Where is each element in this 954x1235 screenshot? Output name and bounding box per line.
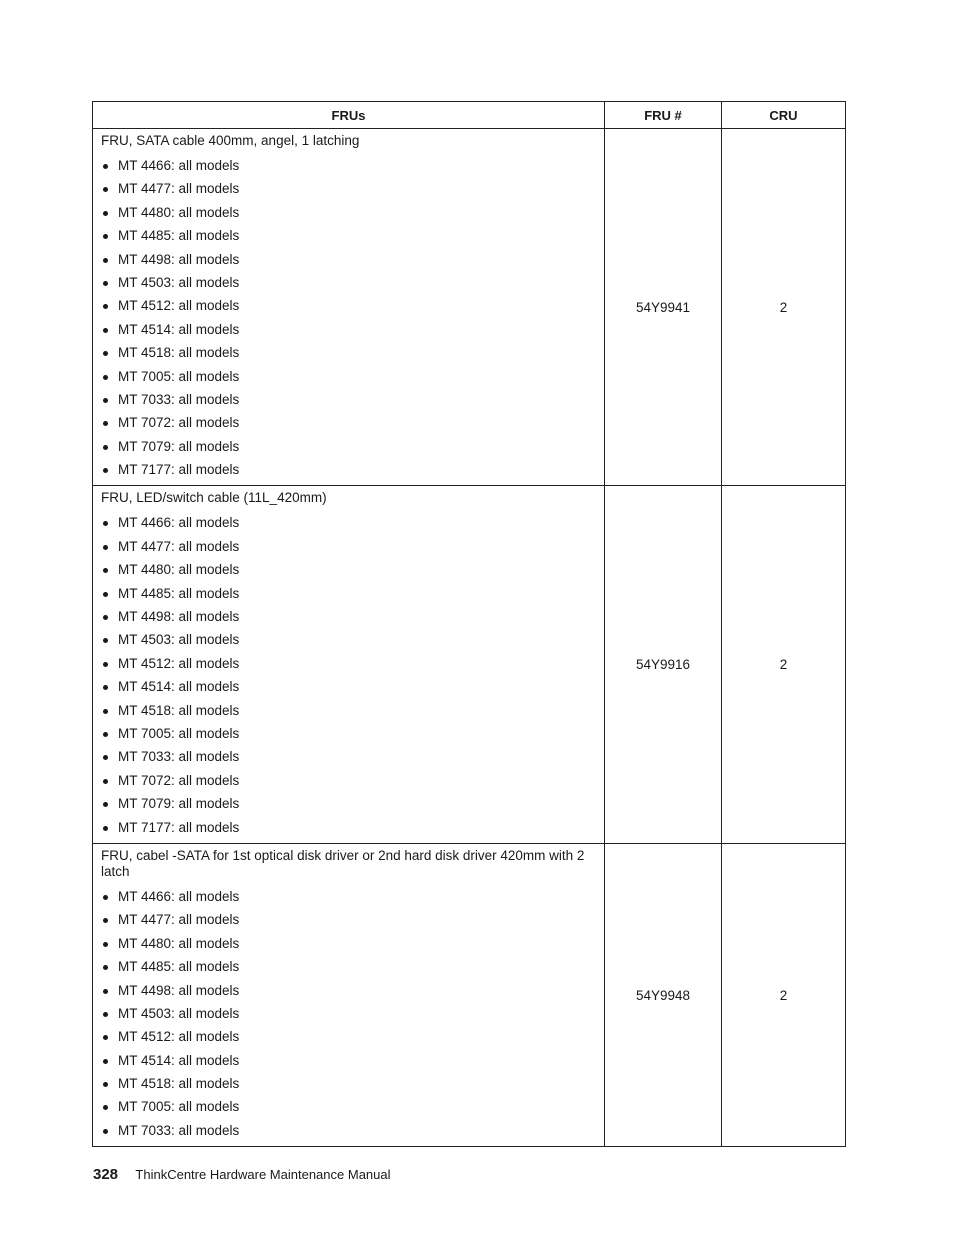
fru-description-cell <box>93 129 605 486</box>
table-header-row <box>93 102 846 129</box>
page-number: 328 <box>93 1166 119 1183</box>
page-footer <box>93 1166 391 1183</box>
list-item: MT 4480: all models <box>101 201 596 224</box>
list-item: MT 4498: all models <box>101 248 596 271</box>
list-item: MT 4485: all models <box>101 955 596 978</box>
list-item: MT 7033: all models <box>101 1119 596 1142</box>
cru-cell: 2 <box>722 843 846 1146</box>
list-item: MT 7177: all models <box>101 458 596 481</box>
list-item: MT 4518: all models <box>101 341 596 364</box>
list-item: MT 7005: all models <box>101 1095 596 1118</box>
fru-number-cell: 54Y9948 <box>605 843 722 1146</box>
fru-description-cell <box>93 486 605 843</box>
list-item: MT 4503: all models <box>101 271 596 294</box>
list-item: MT 4514: all models <box>101 318 596 341</box>
list-item: MT 4498: all models <box>101 605 596 628</box>
fru-table <box>92 101 846 1147</box>
table-row <box>93 843 846 1146</box>
list-item: MT 4514: all models <box>101 1049 596 1072</box>
list-item: MT 4503: all models <box>101 628 596 651</box>
list-item: MT 7072: all models <box>101 769 596 792</box>
list-item: MT 4477: all models <box>101 908 596 931</box>
fru-description-cell <box>93 843 605 1146</box>
list-item: MT 4485: all models <box>101 224 596 247</box>
list-item: MT 4518: all models <box>101 1072 596 1095</box>
manual-title: ThinkCentre Hardware Maintenance Manual <box>135 1167 391 1182</box>
fru-number-cell: 54Y9941 <box>605 129 722 486</box>
list-item: MT 4480: all models <box>101 932 596 955</box>
table-row <box>93 129 846 486</box>
model-list <box>101 885 596 1142</box>
table-row <box>93 486 846 843</box>
list-item: MT 7033: all models <box>101 388 596 411</box>
list-item: MT 4466: all models <box>101 885 596 908</box>
fru-description: FRU, LED/switch cable (11L_420mm) <box>101 490 327 506</box>
list-item: MT 4512: all models <box>101 294 596 317</box>
header-fru-number: FRU # <box>605 102 722 129</box>
list-item: MT 4466: all models <box>101 511 596 534</box>
list-item: MT 4477: all models <box>101 177 596 200</box>
list-item: MT 4512: all models <box>101 652 596 675</box>
model-list <box>101 511 596 838</box>
list-item: MT 4498: all models <box>101 979 596 1002</box>
list-item: MT 4518: all models <box>101 699 596 722</box>
list-item: MT 7072: all models <box>101 411 596 434</box>
fru-number-cell: 54Y9916 <box>605 486 722 843</box>
list-item: MT 4466: all models <box>101 154 596 177</box>
header-frus: FRUs <box>93 102 605 129</box>
list-item: MT 4512: all models <box>101 1025 596 1048</box>
list-item: MT 7005: all models <box>101 365 596 388</box>
list-item: MT 7079: all models <box>101 792 596 815</box>
list-item: MT 7033: all models <box>101 745 596 768</box>
header-cru: CRU <box>722 102 846 129</box>
fru-description: FRU, SATA cable 400mm, angel, 1 latching <box>101 133 360 148</box>
model-list <box>101 154 596 481</box>
cru-cell: 2 <box>722 486 846 843</box>
list-item: MT 4480: all models <box>101 558 596 581</box>
list-item: MT 4514: all models <box>101 675 596 698</box>
list-item: MT 7177: all models <box>101 816 596 839</box>
fru-description: FRU, cabel -SATA for 1st optical disk driver or 2nd hard disk driver 420mm with 2 latch <box>101 847 585 879</box>
list-item: MT 7005: all models <box>101 722 596 745</box>
table-body <box>93 129 846 1147</box>
list-item: MT 4485: all models <box>101 582 596 605</box>
cru-cell: 2 <box>722 129 846 486</box>
list-item: MT 4503: all models <box>101 1002 596 1025</box>
list-item: MT 4477: all models <box>101 535 596 558</box>
list-item: MT 7079: all models <box>101 435 596 458</box>
